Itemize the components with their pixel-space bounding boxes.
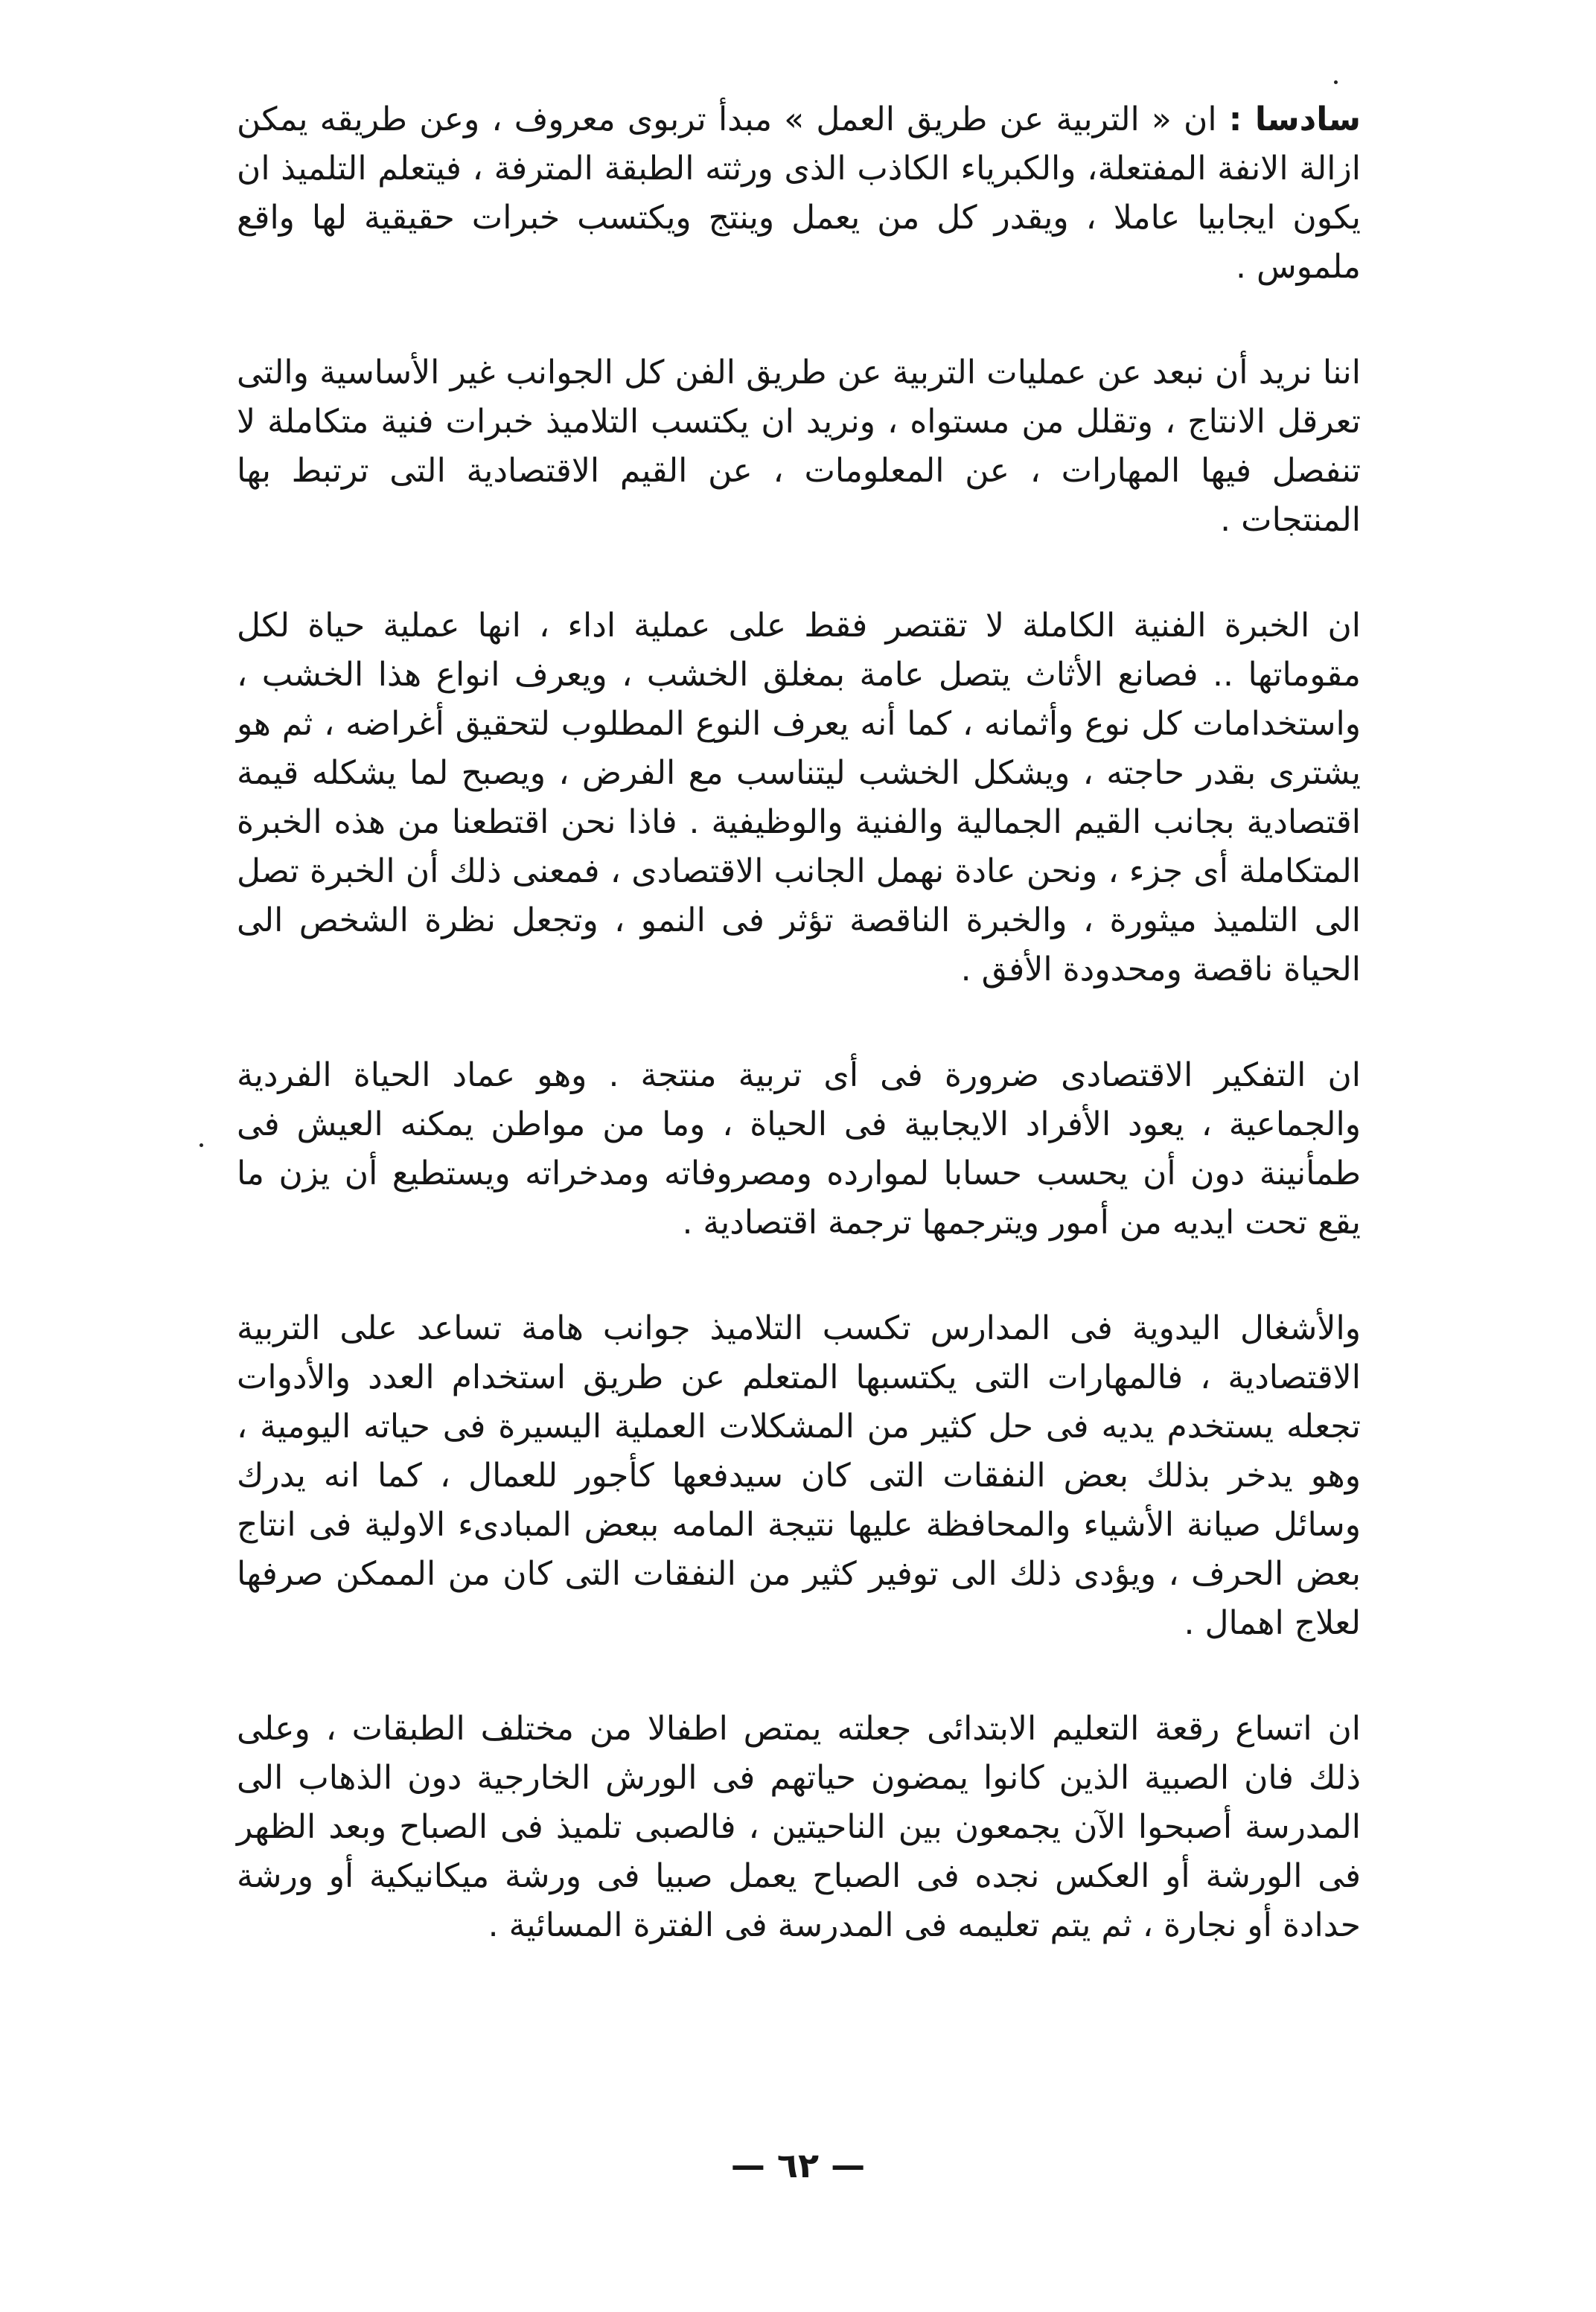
paragraph-3: ان الخبرة الفنية الكاملة لا تقتصر فقط على عملية اداء ، انها عملية حياة لكل مقوماتها .. فصانع الأثاث يتصل عامة بمغلق الخشب ، ويعرف انواع هذا الخشب ، واستخدامات كل نوع وأثمانه ، كما أنه يعرف النوع المطلوب لتحقيق أغراضه ، ثم هو يشترى بقدر حاجته ، ويشكل الخشب ليتناسب مع الفرض ، ويصبح لما يشكله قيمة اقتصادية بجانب القيم الجمالية والفنية والوظيفية . فاذا نحن اقتطعنا من هذه الخبرة المتكاملة أى جزء ، ونحن عادة نهمل الجانب الاقتصادى ، فمعنى ذلك أن الخبرة تصل الى التلميذ ميثورة ، والخبرة الناقصة تؤثر فى النمو ، وتجعل نظرة الشخص الى الحياة ناقصة ومحدودة الأفق . (237, 607, 1361, 989)
section-lead-word: سادسا : (1228, 100, 1361, 138)
body-text (237, 95, 1361, 2007)
ink-speck (1334, 80, 1338, 84)
paragraph-1-text: ان « التربية عن طريق العمل » مبدأ تربوى معروف ، وعن طريقه يمكن ازالة الانفة المفتعلة، والكبرياء الكاذب الذى ورثته الطبقة المترفة ، فيتعلم التلميذ ان يكون ايجابيا عاملا ، ويقدر كل من يعمل وينتج ويكتسب خبرات حقيقية لها واقع ملموس . (237, 100, 1361, 286)
paragraph-1 (237, 95, 1361, 292)
ink-speck (200, 1143, 203, 1147)
paragraph-2: اننا نريد أن نبعد عن عمليات التربية عن طريق الفن كل الجوانب غير الأساسية والتى تعرقل الانتاج ، وتقلل من مستواه ، ونريد ان يكتسب التلاميذ خبرات فنية متكاملة لا تنفصل فيها المهارات ، عن المعلومات ، عن القيم الاقتصادية التى ترتبط بها المنتجات . (237, 354, 1361, 539)
paragraph-6: ان اتساع رقعة التعليم الابتدائى جعلته يمتص اطفالا من مختلف الطبقات ، وعلى ذلك فان الصبية الذين كانوا يمضون حياتهم فى الورش الخارجية دون الذهاب الى المدرسة أصبحوا الآن يجمعون بين الناحيتين ، فالصبى تلميذ فى الصباح وبعد الظهر فى الورشة أو العكس نجده فى الصباح يعمل صبيا فى ورشة ميكانيكية أو ورشة حدادة أو نجارة ، ثم يتم تعليمه فى المدرسة فى الفترة المسائية . (237, 1710, 1361, 1944)
paragraph-5: والأشغال اليدوية فى المدارس تكسب التلاميذ جوانب هامة تساعد على التربية الاقتصادية ، فالمهارات التى يكتسبها المتعلم عن طريق استخدام العدد والأدوات تجعله يستخدم يديه فى حل كثير من المشكلات العملية اليسيرة فى حياته اليومية ، وهو يدخر بذلك بعض النفقات التى كان سيدفعها كأجور للعمال ، كما انه يدرك وسائل صيانة الأشياء والمحافظة عليها نتيجة المامه ببعض المبادىء الاولية فى انتاج بعض الحرف ، ويؤدى ذلك الى توفير كثير من النفقات التى كان من الممكن صرفها لعلاج اهمال . (237, 1309, 1361, 1642)
page-number: — ٦٢ — (730, 2145, 866, 2185)
paragraph-4: ان التفكير الاقتصادى ضرورة فى أى تربية منتجة . وهو عماد الحياة الفردية والجماعية ، يعود الأفراد الايجابية فى الحياة ، وما من مواطن يمكنه العيش فى طمأنينة دون أن يحسب حسابا لموارده ومصروفاته ومدخراته ويستطيع أن يزن ما يقع تحت ايديه من أمور ويترجمها ترجمة اقتصادية . (237, 1056, 1361, 1242)
